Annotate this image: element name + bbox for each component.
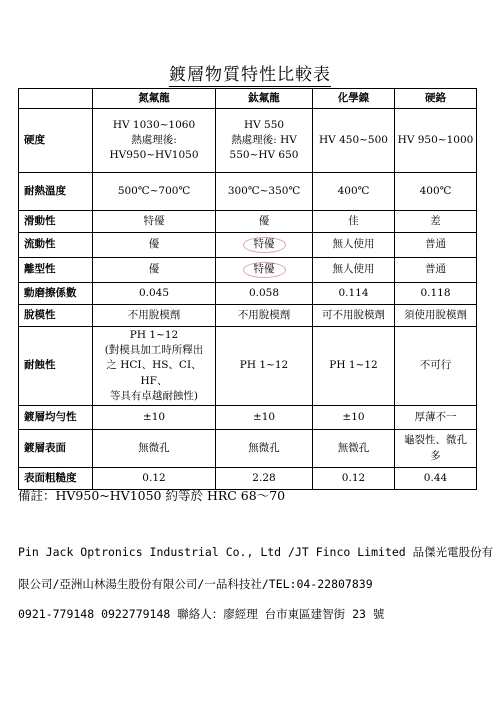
table-cell: 300℃~350℃ (216, 173, 313, 211)
table-cell: HV 950~1000 (395, 109, 477, 173)
comparison-table (18, 88, 477, 490)
table-cell: 須使用脫模劑 (395, 305, 477, 327)
header-cell-hard-chrome: 硬鉻 (395, 89, 477, 109)
contact-line-3: 0921-779148 0922779148 聯絡人：廖經理 台市東區建智街 23 號 (18, 607, 385, 621)
table-cell: 0.045 (93, 283, 216, 305)
table-cell: 無人使用 (313, 258, 395, 283)
row-label: 鍍層均勻性 (19, 406, 93, 430)
table-cell: 佳 (313, 211, 395, 233)
table-cell: 0.058 (216, 283, 313, 305)
table-cell: PH 1~12 (313, 327, 395, 406)
table-row-hardness (19, 109, 477, 173)
table-cell: 優 (93, 233, 216, 258)
row-label: 耐熱溫度 (19, 173, 93, 211)
row-label: 硬度 (19, 109, 93, 173)
table-cell: 0.12 (93, 468, 216, 490)
row-label: 脫模性 (19, 305, 93, 327)
table-cell: ±10 (216, 406, 313, 430)
table-cell: 0.118 (395, 283, 477, 305)
table-cell: 400℃ (395, 173, 477, 211)
table-cell: 無微孔 (313, 430, 395, 468)
table-cell: 普通 (395, 233, 477, 258)
contact-line-2: 限公司/亞洲山林湯生股份有限公司/一品科技社/TEL:04-22807839 (18, 577, 373, 591)
table-cell: 優 (216, 211, 313, 233)
table-row-fluidity (19, 233, 477, 258)
table-cell (216, 233, 313, 258)
table-cell: 0.44 (395, 468, 477, 490)
header-cell-empty (19, 89, 93, 109)
table-cell: 400℃ (313, 173, 395, 211)
circled-annotation: 特優 (243, 237, 286, 253)
table-row-surface (19, 430, 477, 468)
header-cell-titanium-teflon: 鈦氟龍 (216, 89, 313, 109)
table-cell: 不用脫模劑 (93, 305, 216, 327)
header-cell-nitride-teflon: 氮氟龍 (93, 89, 216, 109)
contact-line-1: Pin Jack Optronics Industrial Co., Ltd /JT Finco Limited 品傑光電股份有 (18, 545, 494, 559)
row-label: 滑動性 (19, 211, 93, 233)
table-header-row (19, 89, 477, 109)
table-cell: HV 1030~1060 熱處理後: HV950~HV1050 (93, 109, 216, 173)
table-cell: 可不用脫模劑 (313, 305, 395, 327)
table-cell: 無微孔 (216, 430, 313, 468)
table-cell: HV 550 熱處理後: HV 550~HV 650 (216, 109, 313, 173)
table-cell: 普通 (395, 258, 477, 283)
table-cell: PH 1~12 (216, 327, 313, 406)
row-label: 離型性 (19, 258, 93, 283)
table-cell: 不可行 (395, 327, 477, 406)
table-cell: 無人使用 (313, 233, 395, 258)
row-label: 鍍層表面 (19, 430, 93, 468)
circled-annotation: 特優 (243, 262, 286, 278)
table-row-corrosion (19, 327, 477, 406)
table-cell: 無微孔 (93, 430, 216, 468)
table-row-release (19, 258, 477, 283)
table-cell: ±10 (313, 406, 395, 430)
footnote: 備註：HV950~HV1050 約等於 HRC 68～70 (18, 488, 286, 503)
header-cell-electroless-nickel: 化學鎳 (313, 89, 395, 109)
table-cell: HV 450~500 (313, 109, 395, 173)
row-label: 流動性 (19, 233, 93, 258)
table-cell: 厚薄不一 (395, 406, 477, 430)
table-cell: 不用脫模劑 (216, 305, 313, 327)
row-label: 表面粗糙度 (19, 468, 93, 490)
table-cell: 0.12 (313, 468, 395, 490)
table-cell (216, 258, 313, 283)
table-cell: 優 (93, 258, 216, 283)
table-row-uniformity (19, 406, 477, 430)
table-row-heat-resistance (19, 173, 477, 211)
table-cell: 差 (395, 211, 477, 233)
row-label: 動磨擦係數 (19, 283, 93, 305)
table-cell: PH 1~12 (對模具加工時所釋出 之 HCI、HS、CI、HF、 等具有卓越耐蝕性) (93, 327, 216, 406)
table-cell: ±10 (93, 406, 216, 430)
document-title: 鍍層物質特性比較表 (169, 65, 331, 85)
table-row-friction (19, 283, 477, 305)
row-label: 耐蝕性 (19, 327, 93, 406)
table-row-demolding (19, 305, 477, 327)
table-cell: 龜裂性、微孔 多 (395, 430, 477, 468)
table-row-slidability (19, 211, 477, 233)
table-cell: 500℃~700℃ (93, 173, 216, 211)
table-cell: 0.114 (313, 283, 395, 305)
table-cell: 特優 (93, 211, 216, 233)
table-cell: 2.28 (216, 468, 313, 490)
